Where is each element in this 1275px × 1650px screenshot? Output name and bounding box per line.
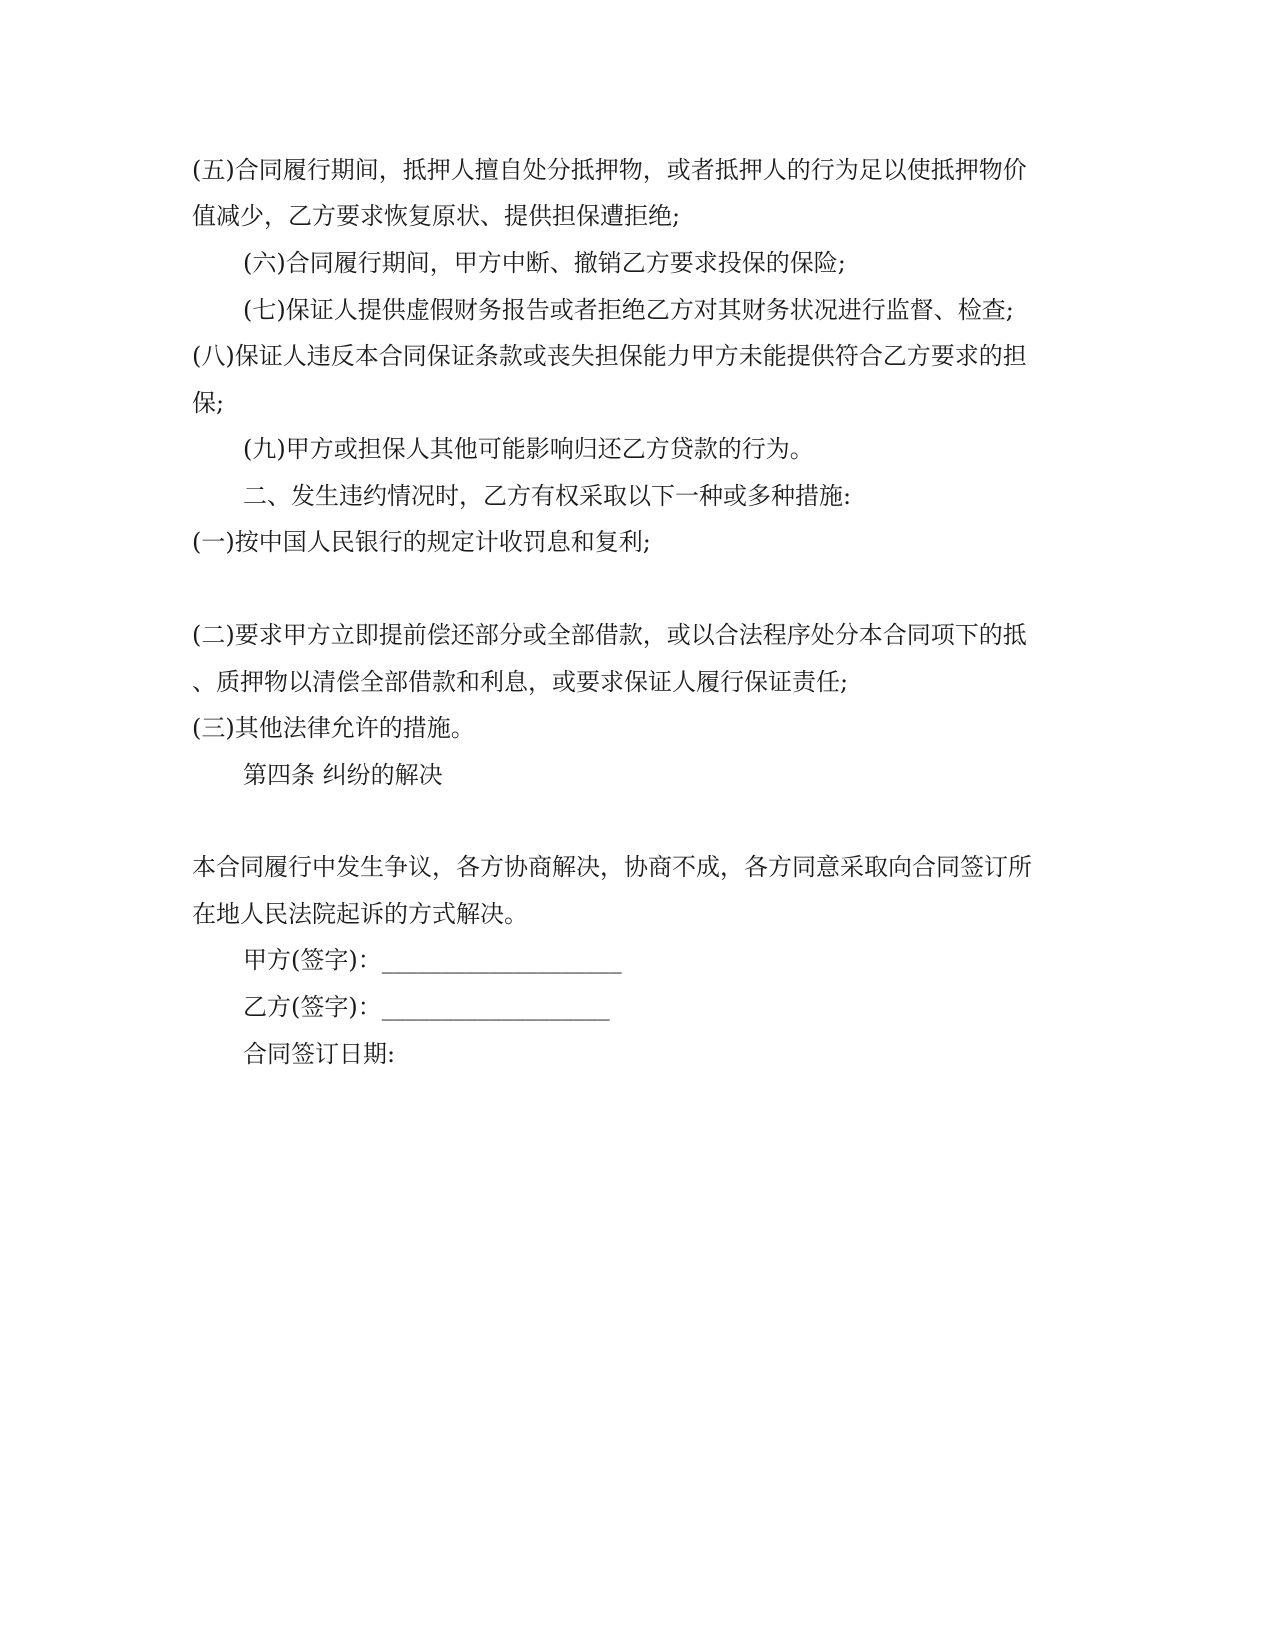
paragraph-line: (一)按中国人民银行的规定计收罚息和复利; <box>192 528 651 556</box>
party-a-signature-line: 甲方(签字)：____________________ <box>243 946 622 974</box>
signing-date-line: 合同签订日期: <box>243 1040 396 1068</box>
section-heading: 二、发生违约情况时，乙方有权采取以下一种或多种措施: <box>243 482 852 510</box>
party-b-signature-line: 乙方(签字)：___________________ <box>243 993 610 1021</box>
paragraph-line: 值减少，乙方要求恢复原状、提供担保遭拒绝; <box>192 202 681 230</box>
paragraph-line: (五)合同履行期间，抵押人擅自处分抵押物，或者抵押人的行为足以使抵押物价 <box>192 156 1027 184</box>
paragraph-line: (六)合同履行期间，甲方中断、撤销乙方要求投保的保险; <box>243 249 846 277</box>
paragraph-line: (二)要求甲方立即提前偿还部分或全部借款，或以合法程序处分本合同项下的抵 <box>192 621 1027 649</box>
paragraph-line: (九)甲方或担保人其他可能影响归还乙方贷款的行为。 <box>243 435 814 463</box>
paragraph-line: (七)保证人提供虚假财务报告或者拒绝乙方对其财务状况进行监督、检查; <box>243 296 1014 324</box>
paragraph-line: (三)其他法律允许的措施。 <box>192 714 475 742</box>
paragraph-line: 保; <box>192 389 225 417</box>
paragraph-line: 本合同履行中发生争议，各方协商解决，协商不成，各方同意采取向合同签订所 <box>192 853 1032 881</box>
paragraph-line: 在地人民法院起诉的方式解决。 <box>192 900 528 928</box>
paragraph-line: (八)保证人违反本合同保证条款或丧失担保能力甲方未能提供符合乙方要求的担 <box>192 342 1027 370</box>
paragraph-line: 、质押物以清偿全部借款和利息，或要求保证人履行保证责任; <box>192 668 849 696</box>
article-heading: 第四条 纠纷的解决 <box>243 761 443 789</box>
